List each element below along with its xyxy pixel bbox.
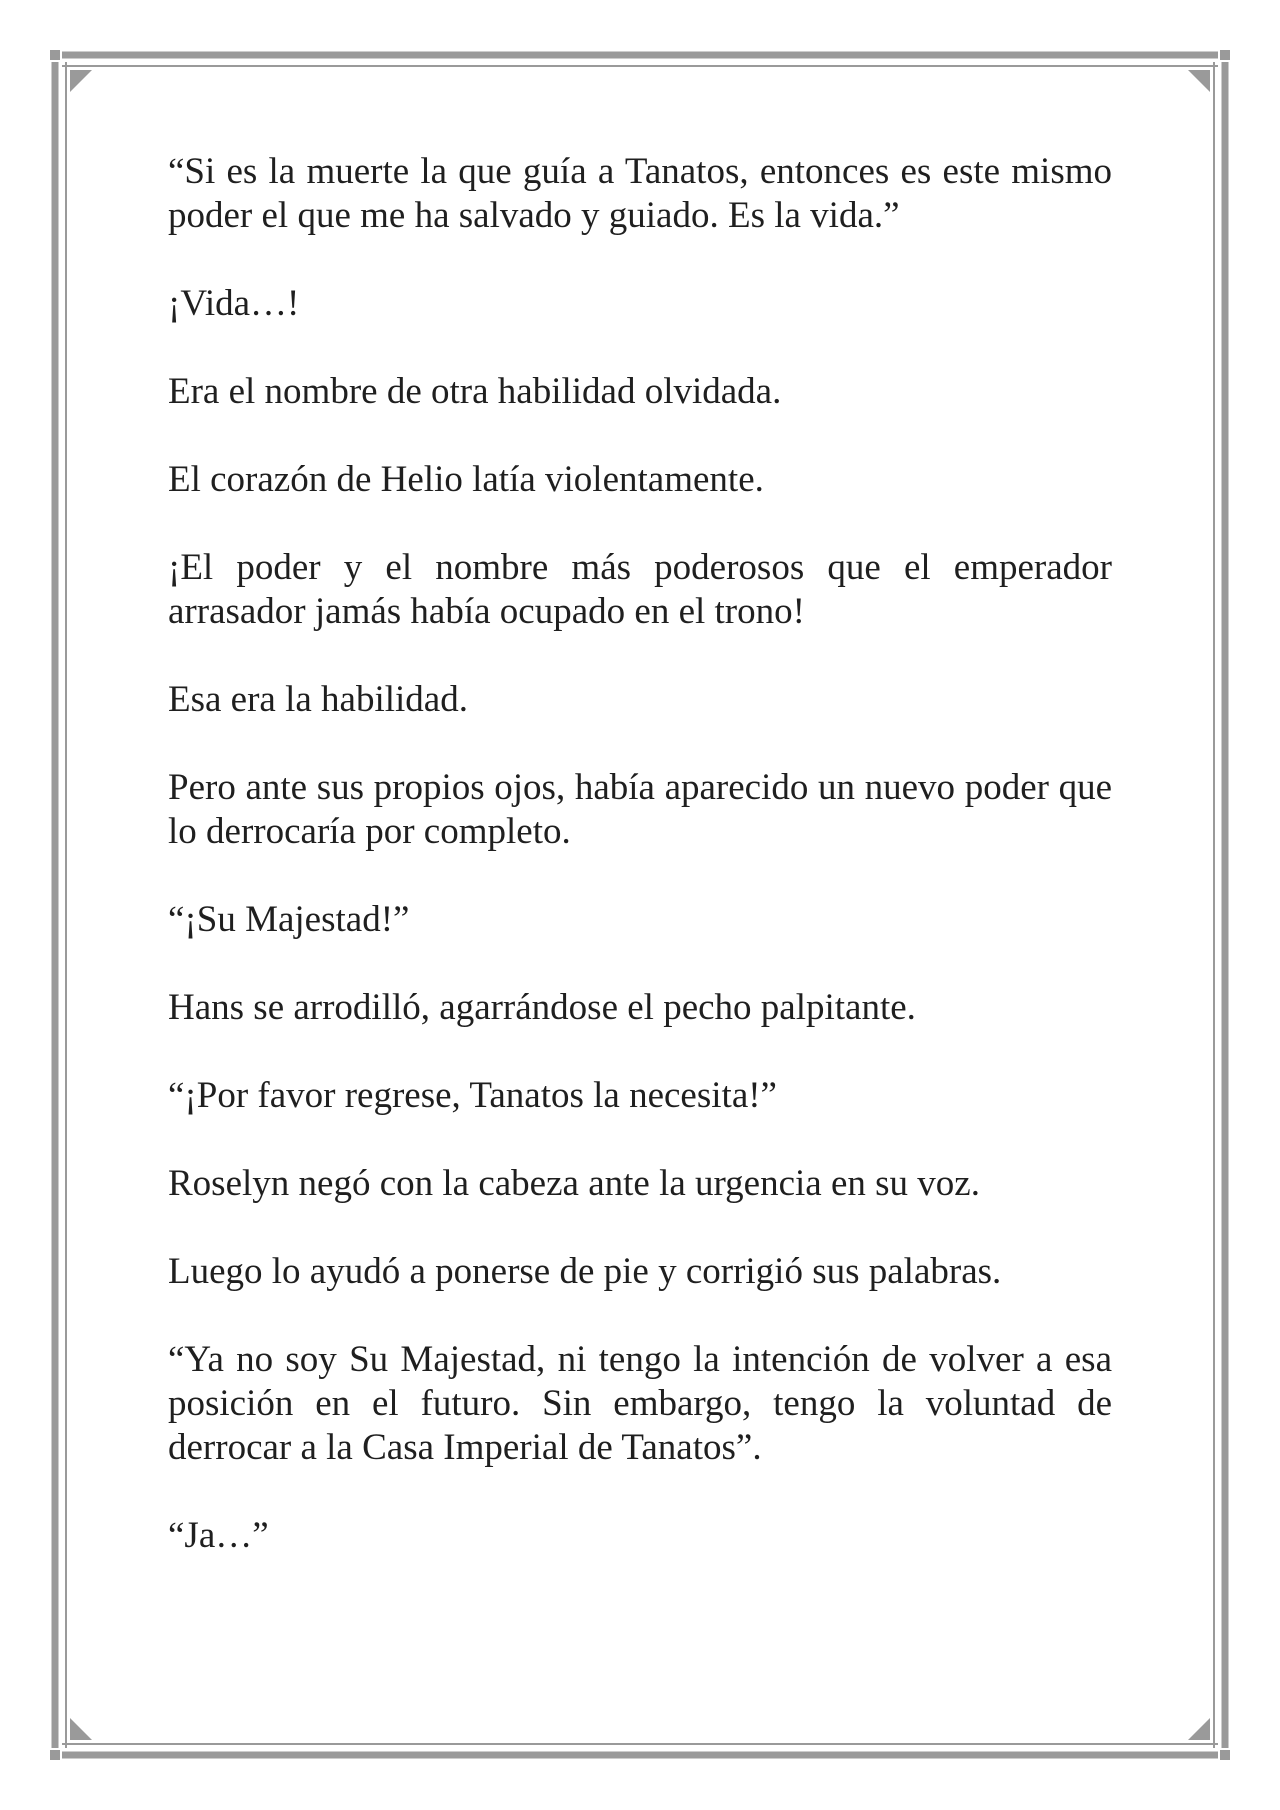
paragraph-10: “¡Por favor regrese, Tanatos la necesita!” — [168, 1075, 777, 1116]
paragraph-11: Roselyn negó con la cabeza ante la urgencia en su voz. — [168, 1163, 980, 1204]
page-body-text — [168, 150, 1112, 1602]
paragraph-12: Luego lo ayudó a ponerse de pie y corrigió sus palabras. — [168, 1251, 1002, 1292]
paragraph-4: El corazón de Helio latía violentamente. — [168, 459, 764, 500]
paragraph-1: “Si es la muerte la que guía a Tanatos, entonces es este mismo poder el que me ha salvado y guiado. Es la vida.” — [168, 151, 1112, 236]
paragraph-8: “¡Su Majestad!” — [168, 899, 410, 940]
paragraph-9: Hans se arrodilló, agarrándose el pecho palpitante. — [168, 987, 916, 1028]
paragraph-5: ¡El poder y el nombre más poderosos que el emperador arrasador jamás había ocupado en el trono! — [168, 547, 1112, 632]
paragraph-7: Pero ante sus propios ojos, había aparecido un nuevo poder que lo derrocaría por completo. — [168, 767, 1112, 852]
paragraph-13: “Ya no soy Su Majestad, ni tengo la intención de volver a esa posición en el futuro. Sin embargo, tengo la voluntad de derrocar a la Casa Imperial de Tanatos”. — [168, 1339, 1112, 1468]
paragraph-6: Esa era la habilidad. — [168, 679, 468, 720]
paragraph-2: ¡Vida…! — [168, 283, 300, 324]
paragraph-3: Era el nombre de otra habilidad olvidada. — [168, 371, 782, 412]
paragraph-14: “Ja…” — [168, 1515, 269, 1556]
